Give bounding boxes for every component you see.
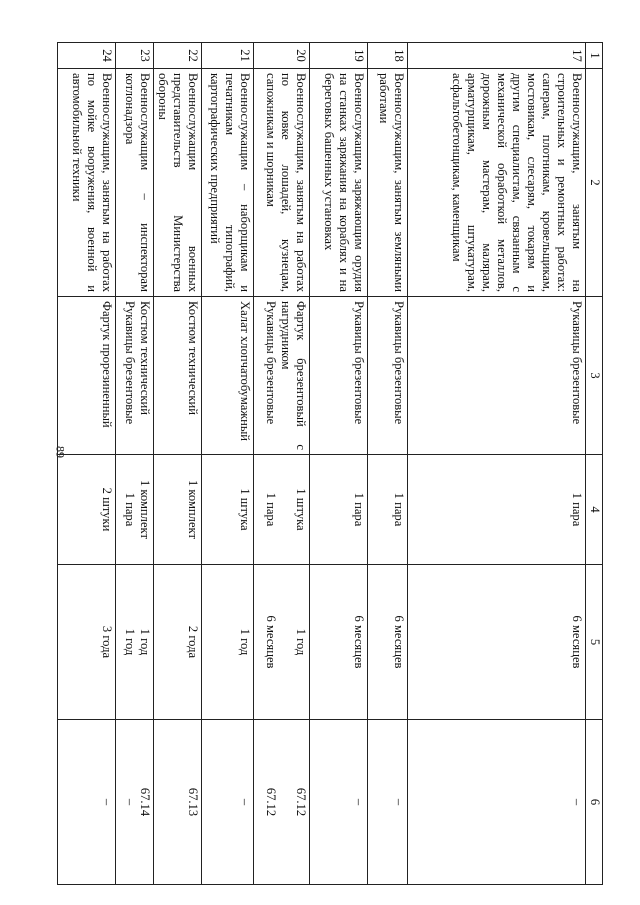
quantity-value: 1 пара [264,492,278,527]
norms-table [57,42,603,885]
quantity-value: 1 комплект [186,479,200,540]
note-value: – [392,798,406,806]
item-cell [202,297,254,455]
note-value: 67.13 [186,787,200,817]
item-cell [58,297,116,455]
category-cell: Военнослужащим, занятым на работах по ковке лошадей, кузнецам, сапожникам и шорникам [254,69,310,297]
category-cell: Военнослужащим военных представительств Министерства обороны [154,69,202,297]
row-number: 19 [310,43,368,69]
term-value: 1 год [238,628,252,656]
item-cell [408,297,586,455]
header-row [586,43,603,885]
item-name: Рукавицы брезентовые [352,301,366,425]
page-number: 89 [53,446,68,458]
quantity-cell [408,455,586,565]
note-value: – [570,798,584,806]
category-cell: Военнослужащим, занятым на работах по мойке вооружения, военной и автомобильной техники [58,69,116,297]
col-header: 2 [586,69,603,297]
category-cell: Военнослужащим – инспекторам котлонадзора [116,69,154,297]
row-number: 18 [368,43,408,69]
quantity-cell [202,455,254,565]
category-cell: Военнослужащим – наборщикам и печатникам типографий, картографических предприятий [202,69,254,297]
term-cell [58,565,116,720]
term-value: 3 года [100,625,114,659]
quantity-value: 1 штука [294,488,308,531]
quantity-value: 1 пара [352,492,366,527]
table-row [254,43,310,885]
item-name: Фартук брезентовый с нагрудником [279,301,308,450]
row-number: 21 [202,43,254,69]
quantity-cell [254,455,310,565]
term-cell [154,565,202,720]
note-value: 67.14 [138,787,152,817]
table-row [154,43,202,885]
quantity-value: 1 пара [123,492,137,527]
row-number: 20 [254,43,310,69]
quantity-cell [368,455,408,565]
term-value: 6 месяцев [570,615,584,669]
table-row [58,43,116,885]
note-cell [254,720,310,885]
category-cell: Военнослужащим, занятым на строительных и ремонтных работах: саперам, плотникам, кровельщикам, мостовикам, слесарям, токарям и другим специалистам, связанным с механической обработкой металлов, дорожным мастерам, малярам, арматурщикам, штукатурам, асфальтобетонщикам, каменщикам [408,69,586,297]
note-value: – [100,798,114,806]
note-cell [202,720,254,885]
note-value: 67.12 [294,787,308,817]
quantity-cell [116,455,154,565]
quantity-cell [58,455,116,565]
term-value: 1 год [138,628,152,656]
item-name: Халат хлопчатобумажный [238,301,252,442]
item-name: Рукавицы брезентовые [570,301,584,425]
table-body [58,43,586,885]
quantity-value: 2 штуки [100,487,114,532]
table-row [310,43,368,885]
note-cell [368,720,408,885]
term-cell [202,565,254,720]
item-name: Костюм технический [186,301,200,415]
category-cell: Военнослужащим, занятым земляными работами [368,69,408,297]
item-name: Рукавицы брезентовые [392,301,406,425]
item-cell [154,297,202,455]
term-cell [310,565,368,720]
note-value: 67.12 [264,787,278,817]
col-header: 4 [586,455,603,565]
item-cell [254,297,310,455]
item-name: Рукавицы брезентовые [123,301,137,425]
row-number: 24 [58,43,116,69]
note-cell [116,720,154,885]
term-cell [254,565,310,720]
item-cell [368,297,408,455]
term-value: 6 месяцев [264,615,278,669]
table-row [116,43,154,885]
note-value: – [352,798,366,806]
term-value: 6 месяцев [352,615,366,669]
term-value: 6 месяцев [392,615,406,669]
note-value: – [238,798,252,806]
item-cell [116,297,154,455]
item-cell [310,297,368,455]
quantity-cell [154,455,202,565]
note-cell [154,720,202,885]
term-value: 2 года [186,625,200,659]
term-value: 1 год [294,628,308,656]
item-name: Рукавицы брезентовые [264,301,278,425]
quantity-value: 1 штука [238,488,252,531]
col-header: 6 [586,720,603,885]
table-row [368,43,408,885]
term-cell [408,565,586,720]
note-cell [408,720,586,885]
note-value: – [123,798,137,806]
quantity-cell [310,455,368,565]
item-name: Фартук прорезиненный [100,301,114,428]
note-cell [58,720,116,885]
row-number: 17 [408,43,586,69]
col-header: 1 [586,43,603,69]
category-cell: Военнослужащим, заряжающим орудия на станках заряжания на кораблях и на береговых башенных установках [310,69,368,297]
term-value: 1 год [123,628,137,656]
quantity-value: 1 пара [570,492,584,527]
col-header: 3 [586,297,603,455]
quantity-value: 1 комплект [138,479,152,540]
row-number: 22 [154,43,202,69]
note-cell [310,720,368,885]
col-header: 5 [586,565,603,720]
term-cell [368,565,408,720]
item-name: Костюм технический [138,301,152,415]
quantity-value: 1 пара [392,492,406,527]
row-number: 23 [116,43,154,69]
term-cell [116,565,154,720]
table-row [408,43,586,885]
table-row [202,43,254,885]
